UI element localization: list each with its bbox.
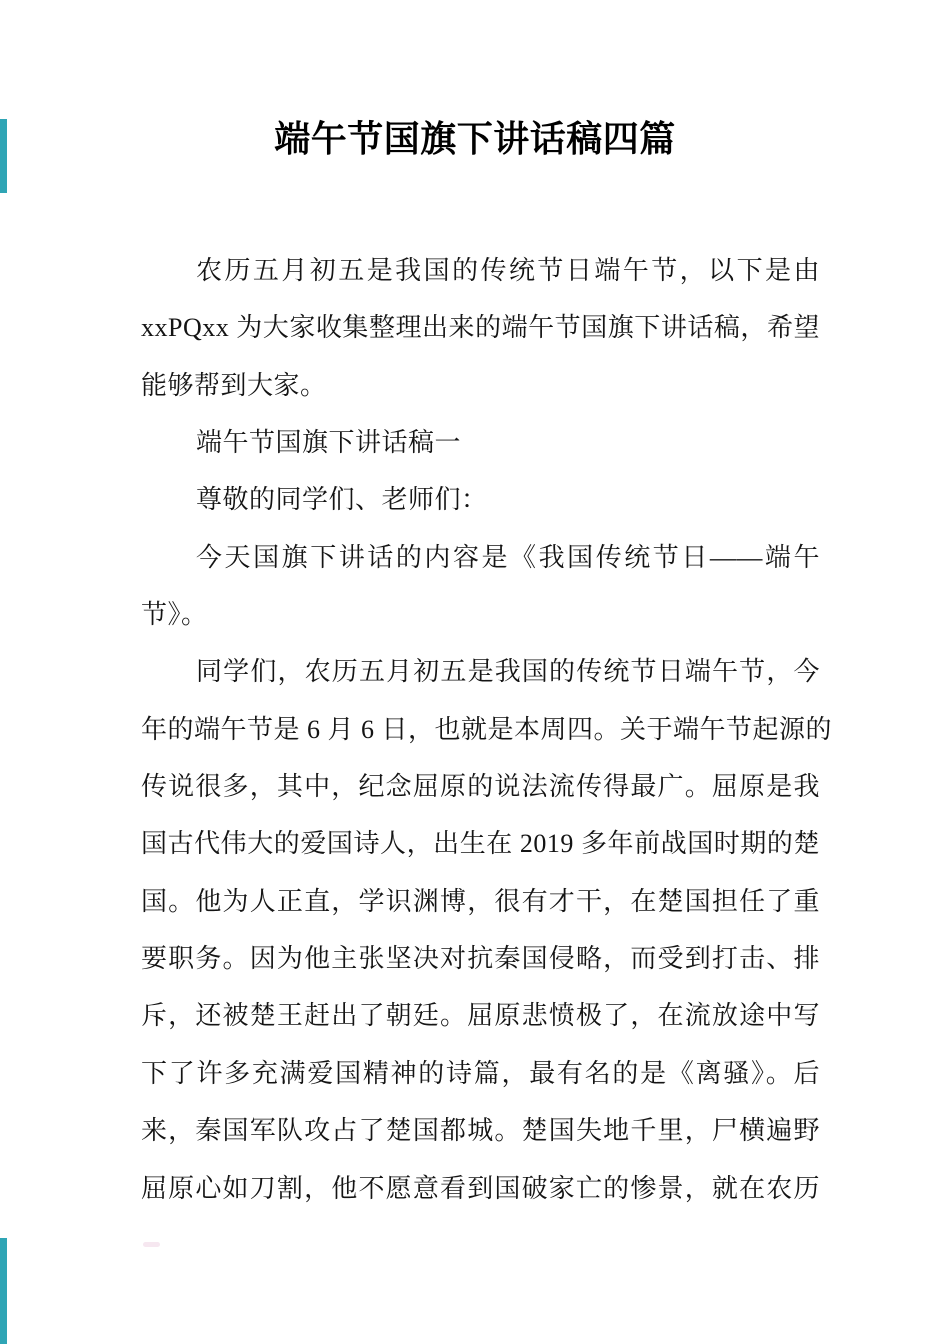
text-line: 斥，还被楚王赶出了朝廷。屈原悲愤极了，在流放途中写 — [141, 1001, 820, 1031]
text-line: 屈原心如刀割，他不愿意看到国破家亡的惨景，就在农历 — [141, 1173, 820, 1203]
text-line: 国古代伟大的爱国诗人，出生在 2019 多年前战国时期的楚 — [141, 829, 820, 859]
document-body — [141, 242, 833, 1217]
text-line: 农历五月初五是我国的传统节日端午节，以下是由 — [196, 256, 820, 285]
text-line: 下了许多充满爱国精神的诗篇，最有名的是《离骚》。后 — [141, 1058, 820, 1088]
text-line: 尊敬的同学们、老师们： — [196, 485, 488, 515]
text-line: 节》。 — [141, 600, 208, 630]
text-line: 国。他为人正直，学识渊博，很有才干，在楚国担任了重 — [141, 886, 820, 916]
text-line: 传说很多，其中，纪念屈原的说法流传得最广。屈原是我 — [141, 772, 820, 802]
watermark-smudge — [143, 1242, 160, 1247]
text-line: 端午节国旗下讲话稿一 — [196, 428, 462, 458]
page-title: 端午节国旗下讲话稿四篇 — [274, 118, 676, 159]
text-line: 能够帮到大家。 — [141, 370, 327, 400]
text-line: xxPQxx 为大家收集整理出来的端午节国旗下讲话稿，希望 — [141, 313, 820, 343]
scrollbar-thumb-bottom[interactable] — [0, 1238, 7, 1344]
text-line: 年的端午节是 6 月 6 日，也就是本周四。关于端午节起源的 — [141, 714, 833, 744]
text-line: 同学们，农历五月初五是我国的传统节日端午节，今 — [196, 657, 820, 687]
text-line: 来，秦国军队攻占了楚国都城。楚国失地千里，尸横遍野 — [141, 1116, 820, 1146]
text-line: 今天国旗下讲话的内容是《我国传统节日——端午 — [196, 542, 820, 572]
text-line: 要职务。因为他主张坚决对抗秦国侵略，而受到打击、排 — [141, 944, 820, 974]
